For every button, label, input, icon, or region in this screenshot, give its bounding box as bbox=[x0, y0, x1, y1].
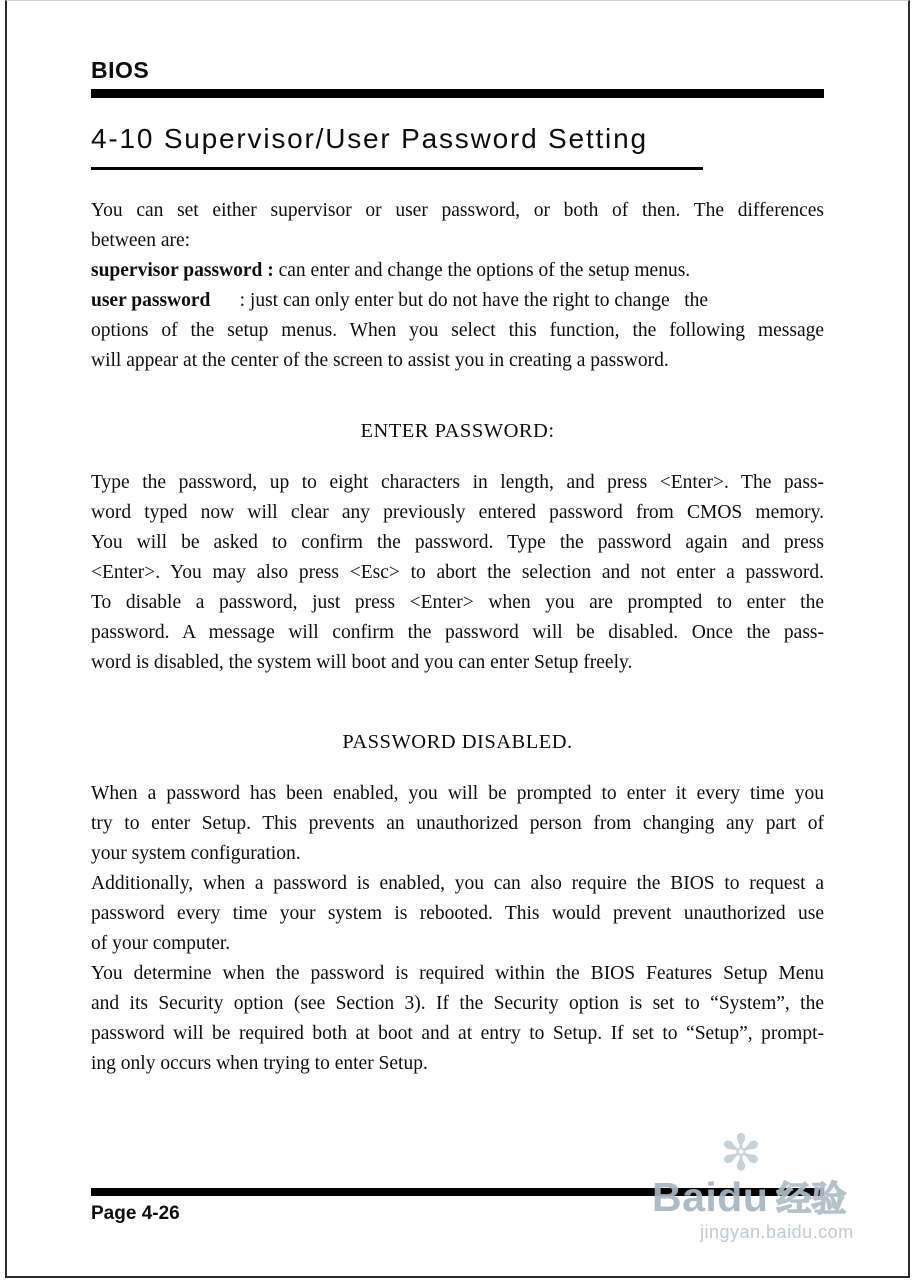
page-number: Page 4-26 bbox=[91, 1203, 180, 1224]
text-line: of your computer. bbox=[91, 933, 231, 954]
watermark-brand-chinese: 经验 bbox=[776, 1180, 847, 1219]
intro-paragraph bbox=[91, 196, 824, 376]
header-rule bbox=[91, 89, 824, 98]
text-line: options of the setup menus. When you select this function, the following message bbox=[91, 320, 824, 341]
text-line: word is disabled, the system will boot and you can enter Setup freely. bbox=[91, 652, 633, 673]
footer-rule bbox=[91, 1188, 824, 1196]
watermark-brand-latin: Baidu bbox=[652, 1174, 769, 1220]
text-line: password every time your system is rebooted. This would prevent unauthorized use bbox=[91, 903, 824, 924]
user-password-text: : just can only enter but do not have the right to change the bbox=[210, 290, 709, 311]
enter-password-prompt: ENTER PASSWORD: bbox=[360, 420, 555, 442]
password-disabled-prompt: PASSWORD DISABLED. bbox=[342, 731, 573, 753]
user-password-line bbox=[91, 286, 824, 316]
intro-opening-lines bbox=[91, 196, 824, 256]
text-line: When a password has been enabled, you will be prompted to enter it every time you bbox=[91, 783, 824, 804]
user-password-label: user password bbox=[91, 290, 211, 311]
text-line: password will be required both at boot and at entry to Setup. If set to “Setup”, prompt- bbox=[91, 1023, 824, 1044]
text-line: password. A message will confirm the password will be disabled. Once the pass- bbox=[91, 622, 824, 643]
password-instructions-paragraph bbox=[91, 468, 824, 678]
text-line: ing only occurs when trying to enter Setup. bbox=[91, 1053, 428, 1074]
text-line: You will be asked to confirm the password. Type the password again and press bbox=[91, 532, 824, 553]
password-behavior-paragraph bbox=[91, 779, 824, 1079]
text-line: Additionally, when a password is enabled, you can also require the BIOS to request a bbox=[91, 873, 824, 894]
text-line: To disable a password, just press <Enter> when you are prompted to enter the bbox=[91, 592, 824, 613]
text-line: will appear at the center of the screen to assist you in creating a password. bbox=[91, 350, 669, 371]
text-line: your system configuration. bbox=[91, 843, 301, 864]
title-underline bbox=[91, 167, 703, 170]
text-line: between are: bbox=[91, 230, 191, 251]
supervisor-password-text: can enter and change the options of the setup menus. bbox=[273, 260, 691, 281]
text-line: You can set either supervisor or user password, or both of then. The differences bbox=[91, 200, 824, 221]
text-line: word typed now will clear any previously entered password from CMOS memory. bbox=[91, 502, 824, 523]
watermark-url: jingyan.baidu.com bbox=[700, 1222, 854, 1242]
supervisor-password-label: supervisor password : bbox=[91, 260, 274, 281]
text-line: try to enter Setup. This prevents an unauthorized person from changing any part of bbox=[91, 813, 824, 834]
text-line: <Enter>. You may also press <Esc> to abort the selection and not enter a password. bbox=[91, 562, 824, 583]
text-line: Type the password, up to eight characters in length, and press <Enter>. The pass- bbox=[91, 472, 824, 493]
watermark-brand bbox=[652, 1172, 846, 1222]
intro-closing-lines bbox=[91, 316, 824, 376]
baidu-jingyan-logo-icon: ✼ bbox=[720, 1125, 762, 1181]
page-title: 4-10 Supervisor/User Password Setting bbox=[91, 123, 648, 154]
supervisor-password-line bbox=[91, 256, 824, 286]
text-line: and its Security option (see Section 3). If the Security option is set to “System”, the bbox=[91, 993, 824, 1014]
section-header: BIOS bbox=[91, 57, 150, 83]
text-line: You determine when the password is required within the BIOS Features Setup Menu bbox=[91, 963, 824, 984]
